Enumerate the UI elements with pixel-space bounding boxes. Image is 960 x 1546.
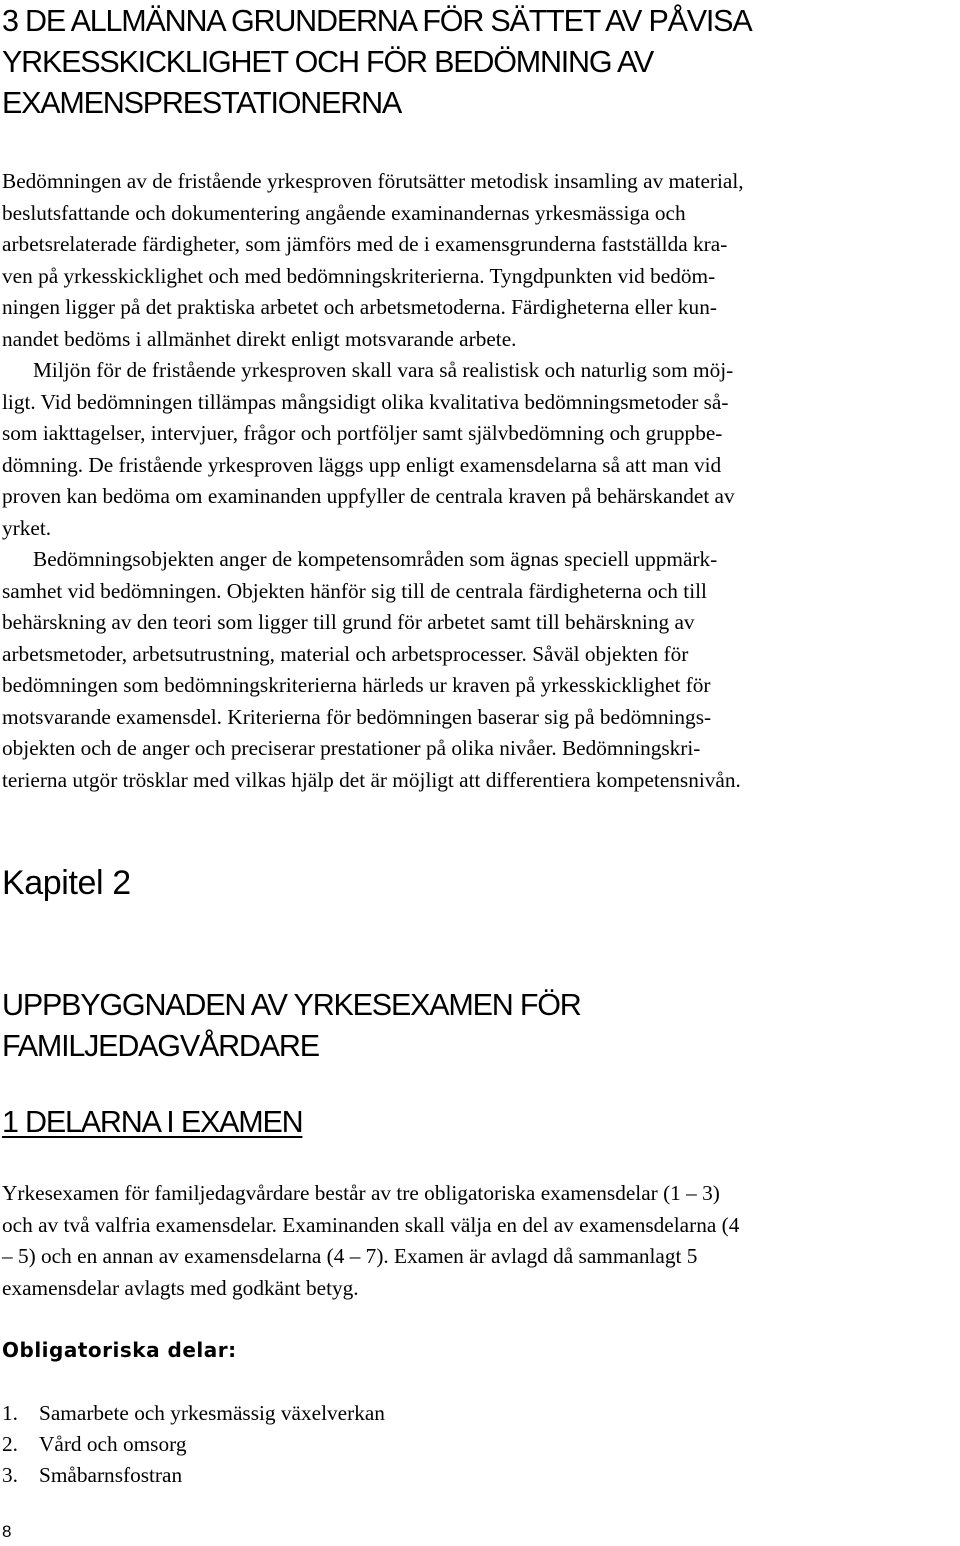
body-line: Bedömningen av de fristående yrkesproven förutsätter metodisk insamling av material,: [2, 169, 744, 193]
list-item-text: Samarbete och yrkesmässig växelverkan: [39, 1401, 385, 1425]
page-number: 8: [2, 1522, 12, 1541]
body-line: Yrkesexamen för familjedagvårdare består av tre obligatoriska examensdelar (1 – 3): [2, 1181, 720, 1205]
list-item-text: Småbarnsfostran: [39, 1463, 183, 1487]
body-line: behärskning av den teori som ligger till grund för arbetet samt till behärskning av: [2, 610, 695, 634]
body-line: och av två valfria examensdelar. Examinanden skall välja en del av examensdelarna (4: [2, 1212, 740, 1237]
section-3-heading-line: EXAMENSPRESTATIONERNA: [2, 86, 402, 120]
body-line: proven kan bedöma om examinanden uppfyller de centrala kraven på behärskandet av: [2, 484, 735, 508]
obligatory-list: [2, 1398, 385, 1491]
body-line: som iakttagelser, intervjuer, frågor och portföljer samt självbedömning och gruppbe-: [2, 421, 723, 445]
body-line: Bedömningsobjekten anger de kompetensområden som ägnas speciell uppmärk-: [33, 547, 718, 571]
body-line: ven på yrkesskicklighet och med bedömningskriterierna. Tyngdpunkten vid bedöm-: [2, 263, 716, 288]
body-line: arbetsrelaterade färdigheter, som jämförs med de i examensgrunderna fastställda kra-: [2, 232, 728, 256]
section-1-heading-text: 1 DELARNA I EXAMEN: [2, 1105, 303, 1139]
body-line: beslutsfattande och dokumentering angående examinandernas yrkesmässiga och: [2, 200, 686, 225]
list-item-text: Vård och omsorg: [39, 1432, 187, 1456]
body-line: arbetsmetoder, arbetsutrustning, material och arbetsprocesser. Såväl objekten för: [2, 641, 689, 666]
body-line: objekten och de anger och preciserar prestationer på olika nivåer. Bedömningskri-: [2, 736, 701, 760]
section-1-heading: [2, 1102, 952, 1143]
chapter-title-line: FAMILJEDAGVÅRDARE: [2, 1029, 319, 1063]
body-line: – 5) och en annan av examensdelarna (4 – 7). Examen är avlagd då sammanlagt 5: [2, 1244, 698, 1268]
chapter-title: [2, 985, 952, 1067]
body-line: ligt. Vid bedömningen tillämpas mångsidigt olika kvalitativa bedömningsmetoder så-: [2, 389, 729, 414]
body-line: samhet vid bedömningen. Objekten hänför sig till de centrala färdigheterna och till: [2, 578, 707, 603]
obligatory-heading: Obligatoriska delar:: [2, 1338, 237, 1362]
list-item-number: 1.: [2, 1401, 18, 1425]
list-item-number: 2.: [2, 1432, 18, 1456]
section-1-body: [2, 1178, 957, 1304]
body-line: motsvarande examensdel. Kriterierna för bedömningen baserar sig på bedömnings-: [2, 704, 712, 729]
chapter-title-line: UPPBYGGNADEN AV YRKESEXAMEN FÖR: [2, 988, 581, 1022]
chapter-label: Kapitel 2: [2, 864, 131, 902]
body-line: yrket.: [2, 515, 52, 540]
body-line: terierna utgör trösklar med vilkas hjälp det är möjligt att differentiera kompetensnivån.: [2, 767, 741, 792]
list-item: [2, 1429, 385, 1460]
body-line: nandet bedöms i allmänhet direkt enligt motsvarande arbete.: [2, 326, 517, 351]
list-item: [2, 1398, 385, 1429]
section-3-heading-line: YRKESSKICKLIGHET OCH FÖR BEDÖMNING AV: [2, 45, 654, 79]
section-3-body: [2, 166, 957, 796]
body-line: bedömningen som bedömningskriterierna härleds ur kraven på yrkesskicklighet för: [2, 673, 711, 697]
section-3-heading-line: 3 DE ALLMÄNNA GRUNDERNA FÖR SÄTTET AV PÅVISA: [2, 4, 752, 38]
list-item: [2, 1460, 385, 1491]
body-line: Miljön för de fristående yrkesproven skall vara så realistisk och naturlig som möj-: [33, 358, 734, 382]
section-3-heading: [2, 1, 952, 124]
body-line: ningen ligger på det praktiska arbetet och arbetsmetoderna. Färdigheterna eller kun-: [2, 295, 717, 319]
list-item-number: 3.: [2, 1463, 18, 1487]
body-line: dömning. De fristående yrkesproven läggs upp enligt examensdelarna så att man vid: [2, 452, 722, 477]
body-line: examensdelar avlagts med godkänt betyg.: [2, 1275, 359, 1300]
